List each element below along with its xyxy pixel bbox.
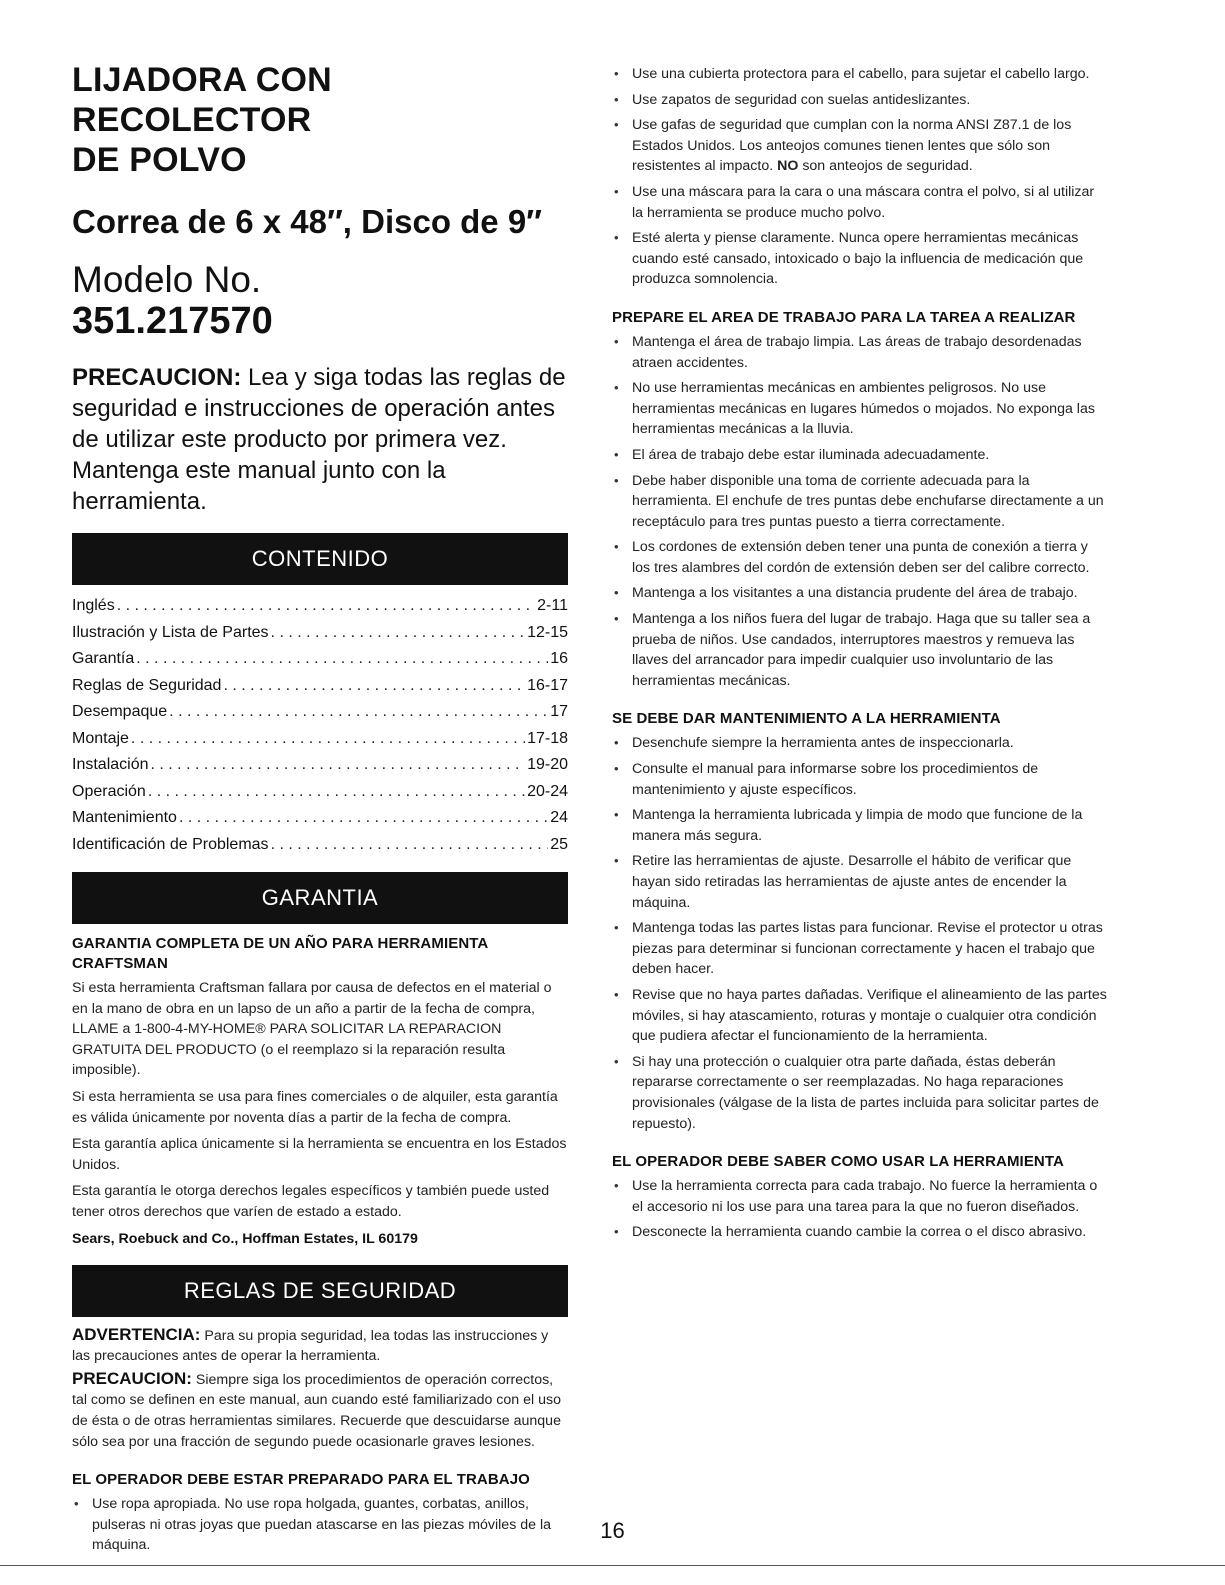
table-of-contents <box>72 593 568 858</box>
product-title-line1: LIJADORA CON RECOLECTOR <box>72 61 332 139</box>
toc-leader-dots <box>167 699 548 726</box>
left-column <box>72 60 568 1561</box>
toc-item <box>72 752 568 779</box>
list-item: • Use ropa apropiada. No use ropa holgada, guantes, corbatas, anillos, pulseras ni otras joyas que puedan atascarse en las piezas móviles de la máquina. <box>72 1494 568 1556</box>
toc-item-label: Inglés <box>72 597 115 614</box>
toc-item-label: Reglas de Seguridad <box>72 676 222 694</box>
warranty-heading: GARANTIA COMPLETA DE UN AÑO PARA HERRAMIENTA CRAFTSMAN <box>72 935 488 972</box>
list-item: • Mantenga el área de trabajo limpia. Las áreas de trabajo desordenadas atraen accidentes. <box>612 332 1108 373</box>
contents-banner: CONTENIDO <box>72 533 568 585</box>
main-caution-text: Lea y siga todas las reglas de seguridad e instrucciones de operación antes de utilizar este producto por primera vez. Mantenga este manual junto con la herramienta. <box>72 364 566 515</box>
know-use-heading: EL OPERADOR DEBE SABER COMO USAR LA HERRAMIENTA <box>612 1153 1064 1171</box>
list-item: • Retire las herramientas de ajuste. Desarrolle el hábito de verificar que hayan sido retiradas las herramientas de ajuste antes de encender la máquina. <box>612 851 1108 913</box>
model-label: Modelo No. <box>72 259 262 300</box>
warranty-text <box>72 978 568 1223</box>
toc-item <box>72 805 568 832</box>
toc-item-label: Identificación de Problemas <box>72 835 269 853</box>
work-area-heading: PREPARE EL AREA DE TRABAJO PARA LA TAREA A REALIZAR <box>612 308 1076 326</box>
list-item: • Si hay una protección o cualquier otra parte dañada, éstas deberán repararse correctamente o ser reemplazadas. No haga reparaciones provisionales (válgase de la lista de partes incluida para solicitar partes de repuesto). <box>612 1052 1108 1134</box>
list-item: • Mantenga la herramienta lubricada y limpia de modo que funcione de la manera más segura. <box>612 805 1108 846</box>
toc-leader-dots <box>146 779 525 806</box>
toc-item <box>72 620 568 647</box>
list-item: • Desenchufe siempre la herramienta antes de inspeccionarla. <box>612 733 1108 754</box>
toc-leader-dots <box>134 646 548 673</box>
toc-item-pages: 20-24 <box>527 782 568 800</box>
list-item: • Esté alerta y piense claramente. Nunca opere herramientas mecánicas cuando esté cansado, intoxicado o bajo la influencia de medicación que produzca somnolencia. <box>612 228 1108 290</box>
toc-item-label: Garantía <box>72 650 135 667</box>
toc-leader-dots <box>221 673 525 700</box>
list-item: • Mantenga a los visitantes a una distancia prudente del área de trabajo. <box>612 583 1108 604</box>
toc-item-pages: 19-20 <box>527 756 568 773</box>
list-item: • Consulte el manual para informarse sobre los procedimientos de mantenimiento y ajuste específicos. <box>612 759 1108 800</box>
toc-leader-dots <box>177 805 548 832</box>
warranty-paragraph: Esta garantía le otorga derechos legales específicos y también puede usted tener otros derechos que varíen de estado a estado. <box>72 1183 550 1220</box>
list-item: • Desconecte la herramienta cuando cambie la correa o el disco abrasivo. <box>612 1222 1108 1243</box>
safety-caution-lead: PRECAUCION: <box>72 1368 192 1388</box>
toc-item <box>72 646 568 673</box>
warranty-banner: GARANTIA <box>72 872 568 924</box>
right-column <box>612 64 1108 1248</box>
prepared-heading: EL OPERADOR DEBE ESTAR PREPARADO PARA EL TRABAJO <box>72 1471 530 1489</box>
list-item: • Use una cubierta protectora para el cabello, para sujetar el cabello largo. <box>612 64 1108 85</box>
list-item: • Debe haber disponible una toma de corriente adecuada para la herramienta. El enchufe de tres puntas debe enchufarse directamente a un receptáculo para tres puntas puesto a tierra correctamente. <box>612 471 1108 533</box>
prepared-list-right <box>612 64 1108 290</box>
toc-item <box>72 699 568 726</box>
warranty-address: Sears, Roebuck and Co., Hoffman Estates, IL 60179 <box>72 1230 418 1247</box>
toc-item-label: Desempaque <box>72 703 168 720</box>
know-use-list <box>612 1176 1108 1243</box>
list-item: • No use herramientas mecánicas en ambientes peligrosos. No use herramientas mecánicas en lugares húmedos o mojados. No exponga las herramientas mecánicas a la lluvia. <box>612 378 1108 440</box>
main-caution-lead: PRECAUCION: <box>72 364 242 391</box>
toc-item-pages: 2-11 <box>537 597 568 614</box>
toc-leader-dots <box>269 620 526 647</box>
page-number: 16 <box>600 1518 625 1543</box>
list-item: • Revise que no haya partes dañadas. Verifique el alineamiento de las partes móviles, si hay atascamiento, roturas y montaje o cualquier otra condición que pudiera afectar el funcionamiento de la herramienta. <box>612 985 1108 1047</box>
list-item: • Los cordones de extensión deben tener una punta de conexión a tierra y los tres alambres del cordón de extensión deben ser del calibre correcto. <box>612 537 1108 578</box>
toc-item-pages: 17 <box>550 703 568 720</box>
toc-item <box>72 593 568 620</box>
safety-warning <box>72 1325 568 1367</box>
list-item: • Mantenga a los niños fuera del lugar de trabajo. Haga que su taller sea a prueba de niños. Use candados, interruptores maestros y remueva las llaves del arrancador para impedir cualquier uso involuntario de las herramientas mecánicas. <box>612 609 1108 691</box>
model-number: 351.217570 <box>72 300 273 342</box>
list-item: • El área de trabajo debe estar iluminada adecuadamente. <box>612 445 1108 466</box>
warranty-paragraph: Si esta herramienta Craftsman fallara por causa de defectos en el material o en la mano de obra en un lapso de un año a partir de la fecha de compra, LLAME a 1-800-4-MY-HOME® PARA SOLICITAR LA REPARACION GRATUITA DEL PRODUCTO (o el reemplazo si la reparación resulta imposible). <box>72 980 552 1079</box>
toc-item-pages: 25 <box>550 835 568 853</box>
maintain-list <box>612 733 1108 1134</box>
safety-warning-text: Para su propia seguridad, lea todas las instrucciones y las precauciones antes de operar la herramienta. <box>72 1327 549 1365</box>
toc-item-pages: 12-15 <box>527 623 568 641</box>
bottom-divider <box>0 1565 1225 1566</box>
warranty-paragraph: Esta garantía aplica únicamente si la herramienta se encuentra en los Estados Unidos. <box>72 1136 567 1173</box>
maintain-heading: SE DEBE DAR MANTENIMIENTO A LA HERRAMIENTA <box>612 710 1001 728</box>
safety-caution <box>72 1369 568 1452</box>
warranty-paragraph: Si esta herramienta se usa para fines comerciales o de alquiler, esta garantía es válida únicamente por noventa días a partir de la fecha de compra. <box>72 1088 558 1126</box>
toc-item-label: Montaje <box>72 729 129 747</box>
toc-item-pages: 17-18 <box>527 729 568 747</box>
toc-item <box>72 726 568 753</box>
toc-item <box>72 779 568 806</box>
safety-warning-lead: ADVERTENCIA: <box>72 1324 201 1344</box>
toc-item-pages: 16 <box>550 650 568 667</box>
toc-item <box>72 832 568 859</box>
product-subtitle: Correa de 6 x 48″, Disco de 9″ <box>72 203 542 240</box>
toc-leader-dots <box>269 832 549 859</box>
main-caution <box>72 362 568 517</box>
toc-leader-dots <box>129 726 525 753</box>
toc-item-pages: 24 <box>550 809 568 826</box>
list-item: • Mantenga todas las partes listas para funcionar. Revise el protector u otras piezas para determinar si funcionan correctamente y hacen el trabajo que deben hacer. <box>612 918 1108 980</box>
toc-item-label: Mantenimiento <box>72 809 177 826</box>
toc-item-label: Instalación <box>72 756 149 773</box>
list-item: • Use la herramienta correcta para cada trabajo. No fuerce la herramienta o el accesorio ni los use para una tarea para la que no fueron diseñados. <box>612 1176 1108 1217</box>
emphasis-no: NO <box>777 158 799 175</box>
toc-item-label: Ilustración y Lista de Partes <box>72 623 269 641</box>
product-title-line2: DE POLVO <box>72 141 247 179</box>
list-item: • Use una máscara para la cara o una máscara contra el polvo, si al utilizar la herramienta se produce mucho polvo. <box>612 182 1108 223</box>
toc-item-label: Operación <box>72 782 146 800</box>
safety-caution-text: Siempre siga los procedimientos de operación correctos, tal como se definen en este manual, aun cuando esté familiarizado con el uso de ésta o de otras herramientas similares. Recuerde que descuidarse aunque sólo sea por una fracción de segundo puede ocasionarle graves lesiones. <box>72 1371 561 1450</box>
toc-item-pages: 16-17 <box>527 676 568 694</box>
toc-item <box>72 673 568 700</box>
work-area-list <box>612 332 1108 692</box>
product-title <box>72 60 568 180</box>
toc-leader-dots <box>115 593 535 620</box>
safety-banner: REGLAS DE SEGURIDAD <box>72 1265 568 1317</box>
toc-leader-dots <box>149 752 526 779</box>
list-item: • Use gafas de seguridad que cumplan con la norma ANSI Z87.1 de los Estados Unidos. Los anteojos comunes tienen lentes que sólo son resistentes al impacto. NO son anteojos de seguridad. <box>612 115 1108 177</box>
list-item: • Use zapatos de seguridad con suelas antideslizantes. <box>612 90 1108 111</box>
